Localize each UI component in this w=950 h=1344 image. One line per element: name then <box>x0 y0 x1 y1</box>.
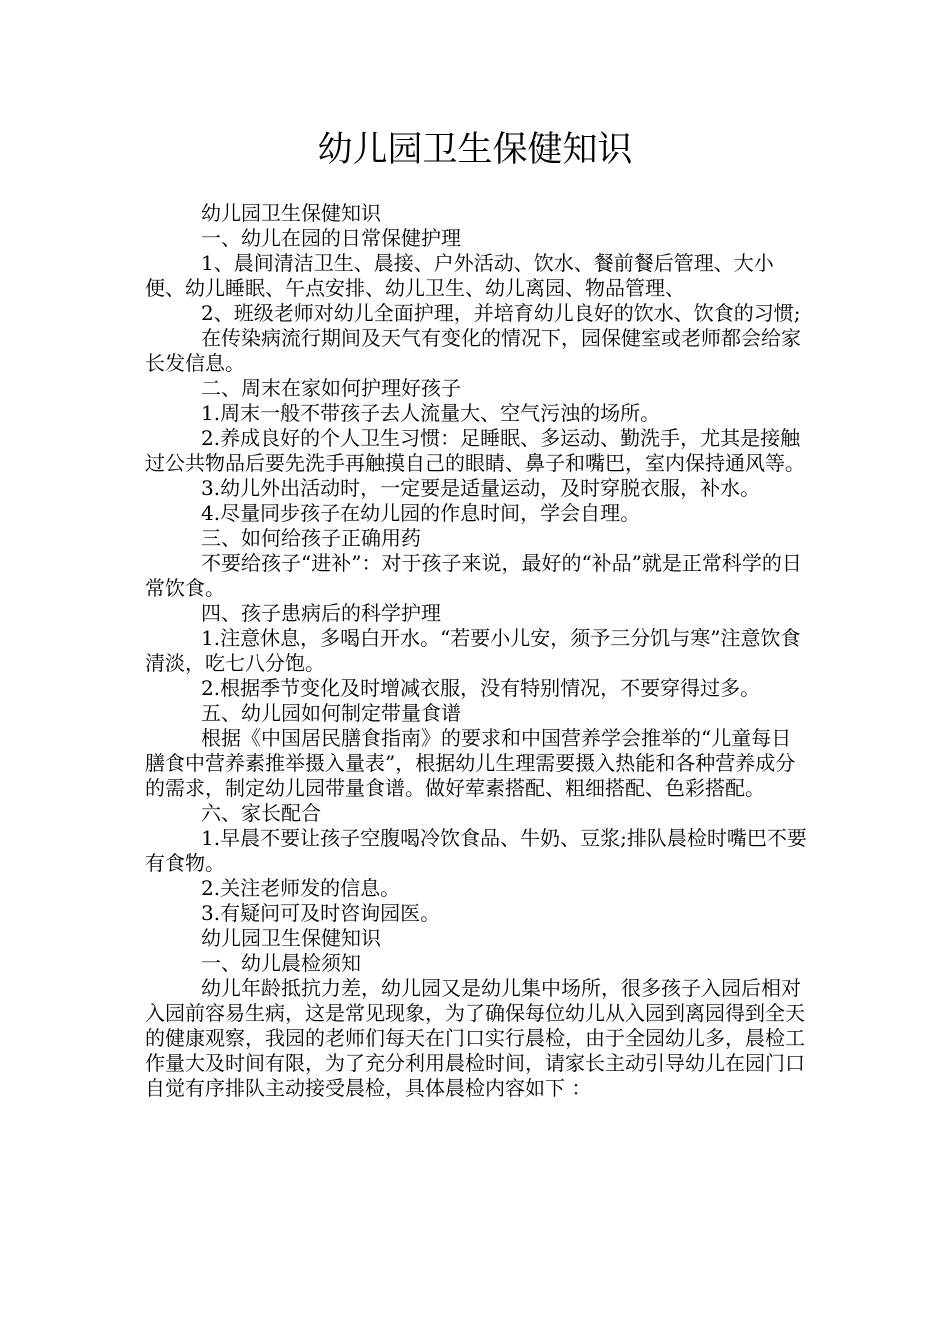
body-paragraph: 2.关注老师发的信息。 <box>201 876 401 900</box>
body-paragraph: 幼儿年龄抵抗力差，幼儿园又是幼儿集中场所，很多孩子入园后相对入园前容易生病，这是常见现象，为了确保每位幼儿从入园到离园得到全天的健康观察，我园的老师们每天在门口实行晨检，由于全园幼儿多，晨检工作量大及时间有限，为了充分利用晨检时间，请家长主动引导幼儿在园门口自觉有序排队主动接受晨检，具体晨检内容如下 ： <box>145 976 805 1100</box>
section-heading-3: 三、如何给孩子正确用药 <box>201 526 421 550</box>
body-paragraph: 2、班级老师对幼儿全面护理，并培育幼儿良好的饮水、饮食的习惯; <box>201 301 801 325</box>
document-body <box>145 201 810 1101</box>
body-paragraph: 1.早晨不要让孩子空腹喝冷饮食品、牛奶、豆浆;排队晨检时嘴巴不要有食物。 <box>145 826 807 875</box>
body-paragraph: 2.根据季节变化及时增减衣服，没有特别情况，不要穿得过多。 <box>201 676 761 700</box>
body-paragraph: 4.尽量同步孩子在幼儿园的作息时间，学会自理。 <box>201 501 641 525</box>
subtitle-paragraph: 幼儿园卫生保健知识 <box>201 201 381 225</box>
section-heading-5: 五、幼儿园如何制定带量食谱 <box>201 701 461 725</box>
section-heading-2: 二、周末在家如何护理好孩子 <box>201 376 461 400</box>
body-paragraph: 不要给孩子“进补”：对于孩子来说，最好的“补品”就是正常科学的日常饮食。 <box>145 551 802 600</box>
section-heading-1: 一、幼儿在园的日常保健护理 <box>201 226 461 250</box>
section-heading-4: 四、孩子患病后的科学护理 <box>201 601 441 625</box>
body-paragraph: 2.养成良好的个人卫生习惯：足睡眠、多运动、勤洗手，尤其是接触过公共物品后要先洗手再触摸自己的眼睛、鼻子和嘴巴，室内保持通风等。 <box>145 426 805 475</box>
body-paragraph: 1.周末一般不带孩子去人流量大、空气污浊的场所。 <box>201 401 661 425</box>
subtitle-paragraph: 幼儿园卫生保健知识 <box>201 926 381 950</box>
body-paragraph: 3.幼儿外出活动时，一定要是适量运动，及时穿脱衣服，补水。 <box>201 476 761 500</box>
body-paragraph: 在传染病流行期间及天气有变化的情况下，园保健室或老师都会给家长发信息。 <box>145 326 801 375</box>
section-heading-6: 六、家长配合 <box>201 801 321 825</box>
body-paragraph: 根据《中国居民膳食指南》的要求和中国营养学会推举的“儿童每日膳食中营养素推举摄入量表”，根据幼儿生理需要摄入热能和各种营养成分的需求，制定幼儿园带量食谱。做好荤素搭配、粗细搭配、色彩搭配。 <box>145 726 796 800</box>
body-paragraph: 1.注意休息，多喝白开水。“若要小儿安，须予三分饥与寒”注意饮食清淡，吃七八分饱。 <box>145 626 801 675</box>
body-paragraph: 3.有疑问可及时咨询园医。 <box>201 901 441 925</box>
body-paragraph: 1、晨间清洁卫生、晨接、户外活动、饮水、餐前餐后管理、大小便、幼儿睡眠、午点安排、幼儿卫生、幼儿离园、物品管理、 <box>145 251 774 300</box>
section-heading-7: 一、幼儿晨检须知 <box>201 951 361 975</box>
document-title: 幼儿园卫生保健知识 <box>317 130 633 170</box>
